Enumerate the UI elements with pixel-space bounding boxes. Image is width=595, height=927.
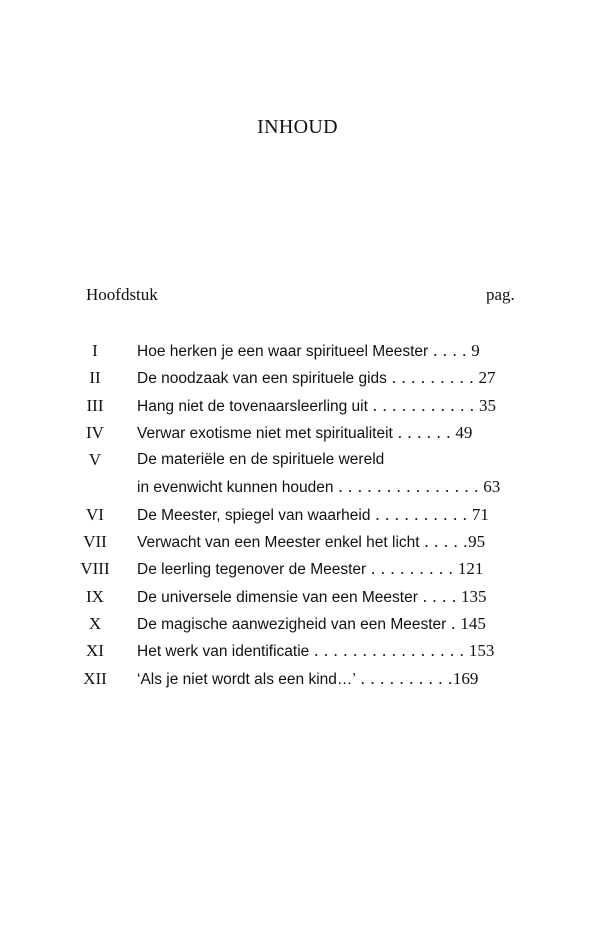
chapter-title: Hang niet de tovenaarsleerling uit	[137, 397, 368, 415]
leader-dots: . . . . .	[419, 532, 469, 552]
chapter-title-line	[137, 419, 472, 447]
chapter-title: De materiële en de spirituele wereld	[137, 451, 385, 469]
chapter-title: De Meester, spiegel van waarheid	[137, 506, 371, 524]
toc-entry	[0, 665, 595, 692]
page-number: 95	[468, 532, 486, 552]
toc-entry	[0, 364, 595, 391]
page-number: 169	[452, 668, 479, 688]
chapter-number: IV	[86, 422, 104, 442]
chapter-number: II	[89, 368, 101, 388]
chapter-title-line	[137, 610, 486, 638]
leader-dots: . . . .	[428, 341, 468, 360]
toc-entry	[0, 392, 595, 419]
leader-dots: . . . . . . . . . . .	[367, 395, 475, 415]
page-number: 71	[471, 504, 489, 524]
leader-dots: . . . . . . . . . .	[370, 504, 468, 524]
page-number: 145	[460, 613, 486, 633]
chapter-title-line	[137, 337, 480, 365]
chapter-title-line	[137, 501, 489, 529]
chapter-title-line	[137, 583, 487, 611]
toc-entry	[0, 446, 595, 473]
page-title: INHOUD	[257, 116, 338, 138]
leader-dots: . . . . . . . . . . . . . . .	[333, 477, 479, 497]
chapter-title-line	[137, 637, 494, 665]
chapter-number: III	[86, 395, 104, 415]
chapter-title-line	[137, 555, 483, 583]
chapter-number: XI	[86, 641, 104, 661]
toc-entry	[0, 610, 595, 637]
page-number: 27	[478, 368, 496, 388]
chapter-title: De magische aanwezigheid van een Meester	[137, 615, 447, 633]
chapter-number: XII	[83, 668, 107, 688]
chapter-title: De noodzaak van een spirituele gids	[137, 370, 387, 388]
chapter-title: Het werk van identificatie	[137, 643, 310, 661]
page-number: 63	[483, 477, 501, 497]
chapter-title-line	[137, 528, 485, 556]
toc-entry	[0, 337, 595, 364]
toc-entry	[0, 501, 595, 528]
toc-entry	[0, 528, 595, 555]
leader-dots: . . . . . .	[392, 422, 452, 442]
chapter-title: De leerling tegenover de Meester	[137, 561, 367, 579]
leader-dots: . . . . . . . . .	[386, 368, 475, 388]
page-number: 49	[455, 422, 473, 442]
chapter-title-line	[137, 446, 384, 473]
page-number: 135	[461, 586, 487, 606]
chapter-title: De universele dimensie van een Meester	[137, 588, 418, 606]
toc-entry	[0, 419, 595, 446]
chapter-title-line	[137, 364, 496, 392]
chapter-title-line	[137, 665, 478, 693]
chapter-title-line	[137, 473, 500, 501]
toc-entry	[0, 555, 595, 582]
chapter-number: IX	[86, 586, 104, 606]
toc-entry-continuation	[0, 473, 595, 500]
page-number: 9	[467, 341, 480, 360]
page-number: 121	[457, 559, 484, 579]
chapter-title: ‘Als je niet wordt als een kind…’	[137, 670, 356, 688]
table-of-contents	[0, 337, 595, 692]
toc-entry	[0, 637, 595, 664]
leader-dots: . . . . . . . . . .	[355, 668, 453, 688]
leader-dots: . . . . . . . . . . . . . . . .	[309, 641, 465, 661]
page-number: 35	[478, 395, 496, 415]
chapter-title: Hoe herken je een waar spiritueel Meester	[137, 343, 429, 360]
chapter-number: VI	[86, 504, 104, 524]
leader-dots: . . . . . . . . .	[366, 559, 454, 579]
toc-entry	[0, 583, 595, 610]
chapter-number: X	[88, 613, 102, 633]
chapter-number: I	[92, 341, 98, 360]
chapter-number: VII	[83, 532, 107, 552]
chapter-column-header: Hoofdstuk	[86, 285, 158, 304]
chapter-title: in evenwicht kunnen houden	[137, 479, 334, 497]
chapter-title: Verwacht van een Meester enkel het licht	[137, 534, 420, 552]
page-number: 153	[468, 641, 495, 661]
chapter-title-line	[137, 392, 496, 420]
chapter-number: VIII	[80, 559, 110, 579]
page-column-header: pag.	[486, 285, 515, 304]
chapter-title: Verwar exotisme niet met spiritualiteit	[137, 424, 393, 442]
leader-dots: . . . .	[417, 586, 457, 606]
leader-dots: .	[446, 613, 457, 633]
chapter-number: V	[88, 450, 102, 470]
